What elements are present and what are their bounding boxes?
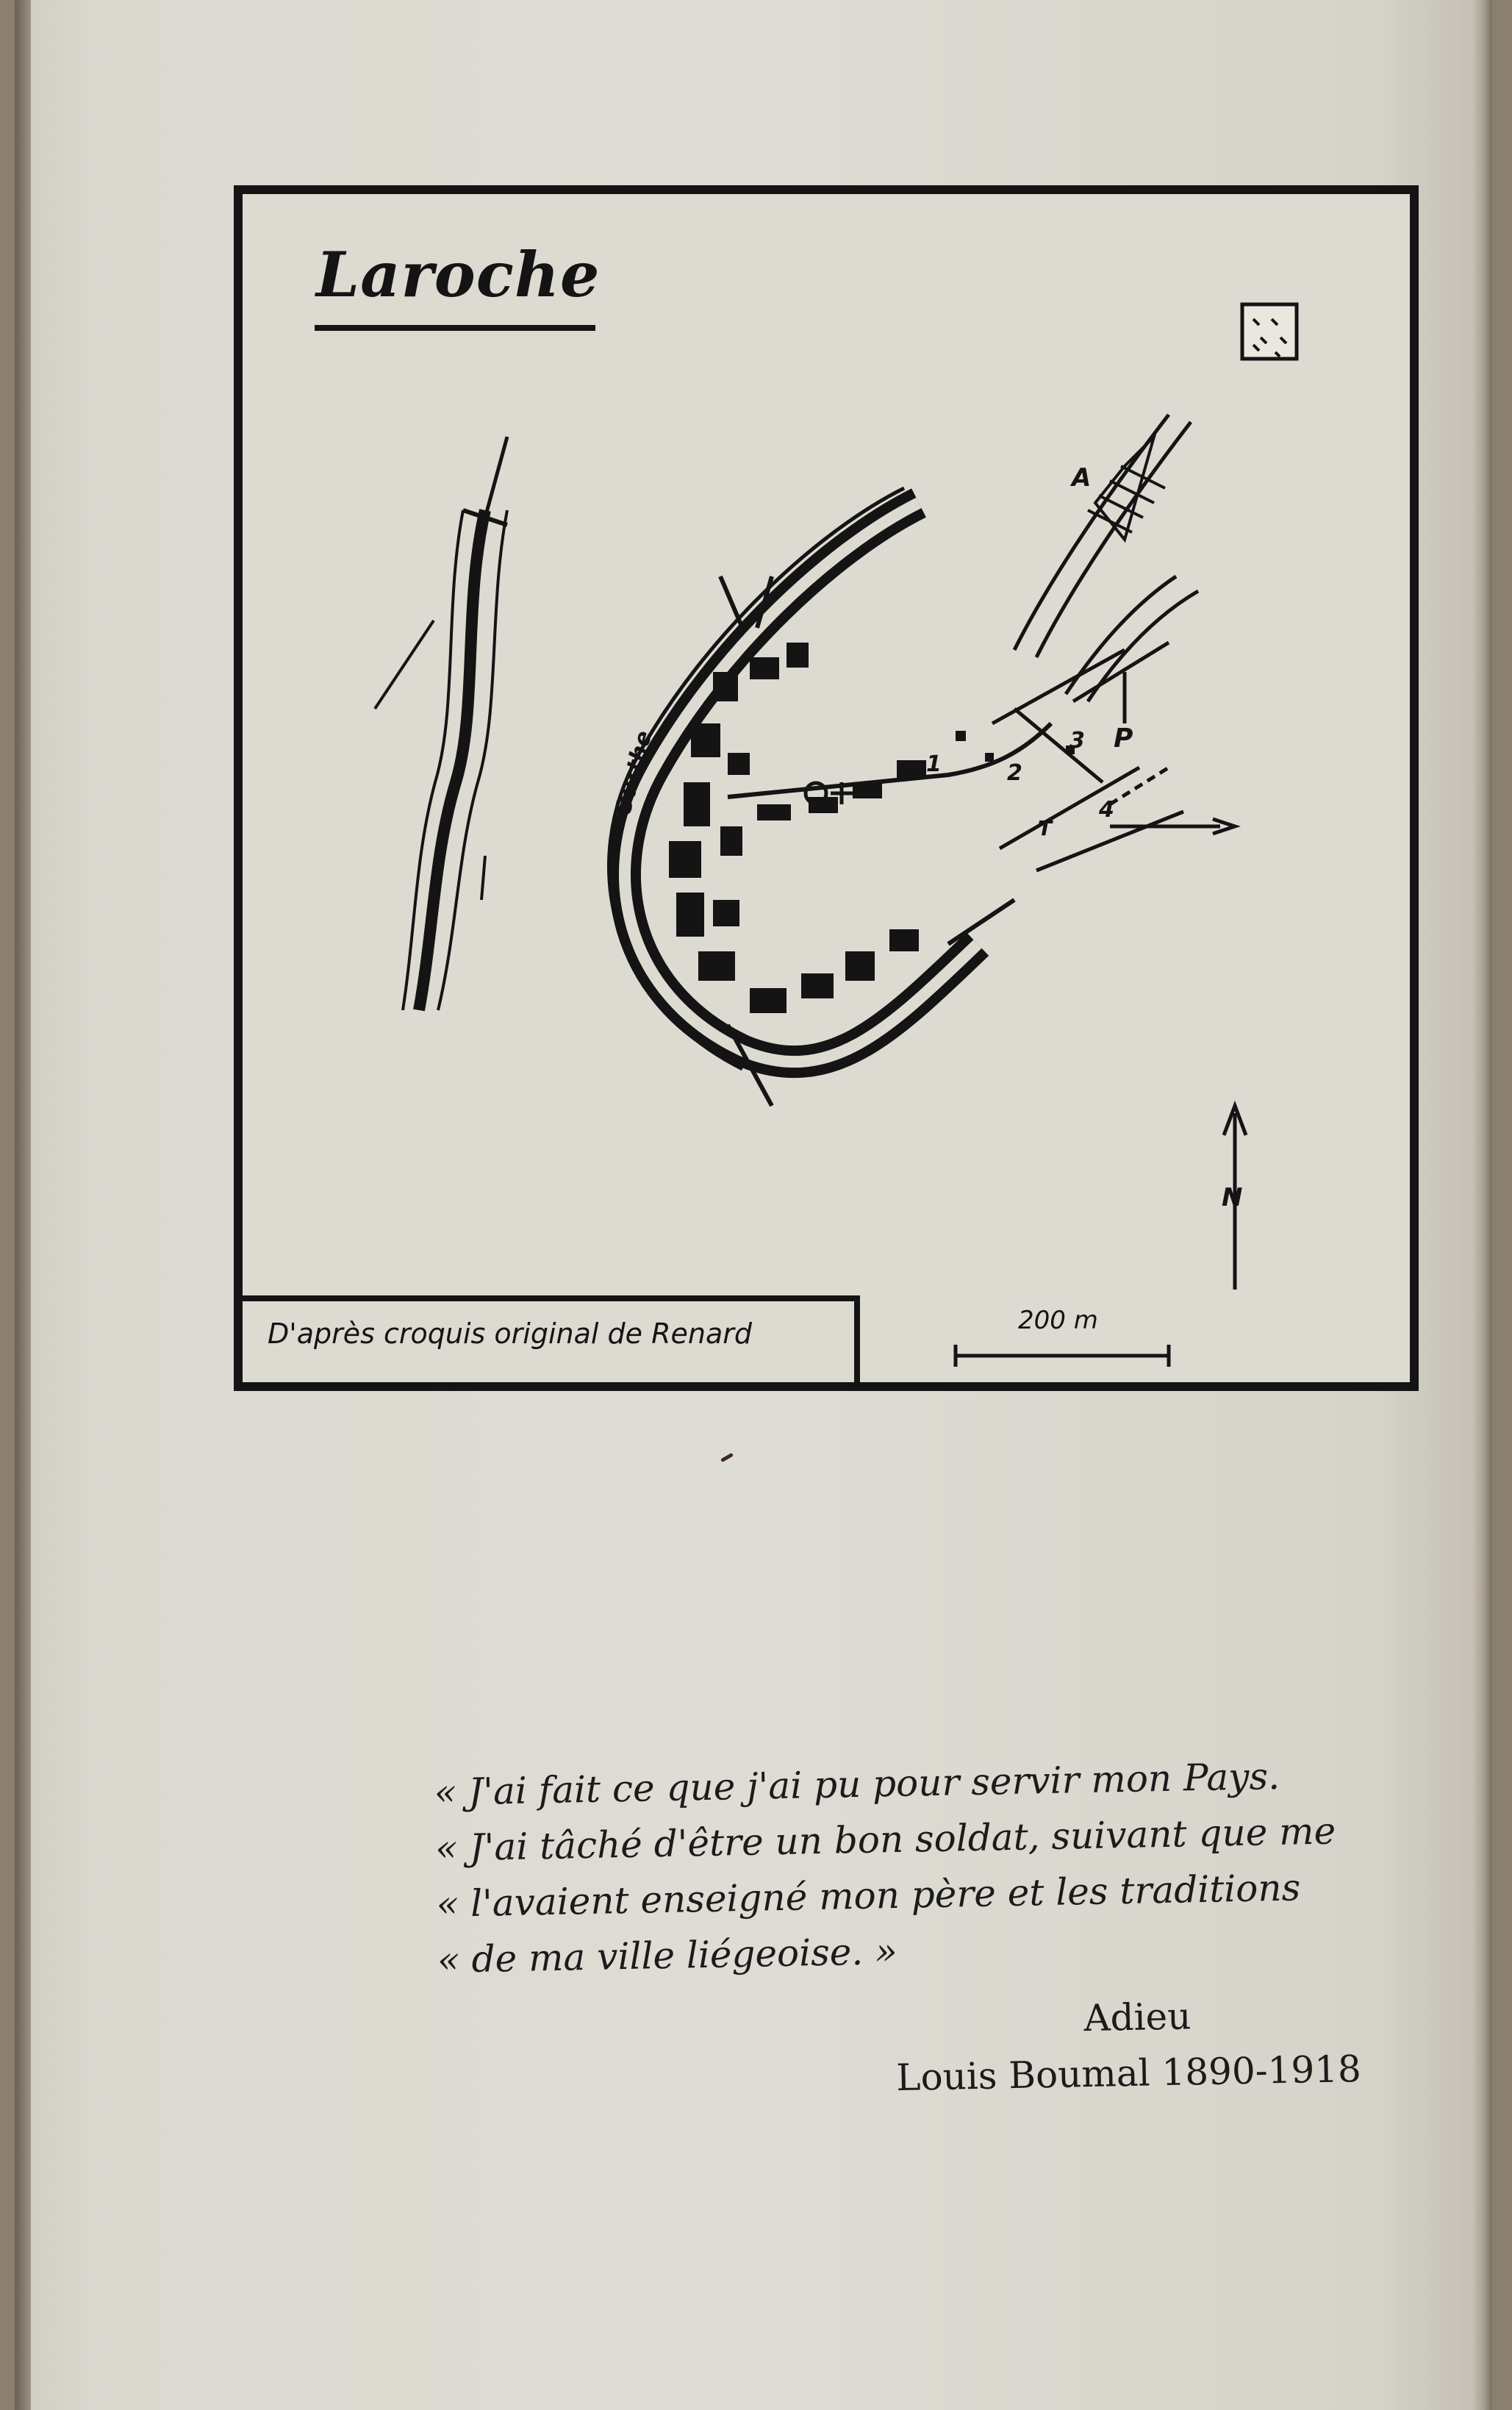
quote-line: « de ma ville liégeoise. » [437, 1929, 898, 1981]
map-title-underline [315, 325, 595, 331]
map-credit: D'après croquis original de Renard [268, 1317, 752, 1350]
book-spine [15, 0, 31, 2410]
map-marker-4: 4 [1099, 797, 1114, 823]
quote-line: « J'ai fait ce que j'ai pu pour servir mon Pays. [434, 1754, 1280, 1814]
map-marker-p: P [1114, 723, 1133, 754]
scale-label: 200 m [1018, 1306, 1098, 1335]
woods-legend [1242, 304, 1297, 359]
quote-block [434, 1747, 1339, 1987]
north-label: N [1222, 1183, 1243, 1212]
map-marker-3: 3 [1069, 728, 1085, 754]
map-marker-a: A [1072, 463, 1092, 493]
map-title: Laroche [316, 238, 601, 311]
author: Louis Boumal 1890-1918 [896, 2047, 1362, 2100]
river-label: Ourthe [610, 728, 658, 819]
quote-line: « J'ai tâché d'être un bon soldat, suivant que me [434, 1809, 1336, 1870]
map-marker-2: 2 [1007, 760, 1022, 786]
farewell: Adieu [1083, 1995, 1192, 2040]
map-marker-1: 1 [926, 751, 942, 777]
left-river-sketch [375, 437, 507, 1010]
map-credit-box [243, 1295, 860, 1382]
map-marker-t: T [1038, 816, 1053, 840]
book-page [15, 0, 1492, 2410]
scale-bar [956, 1345, 1169, 1367]
paper-speck [720, 1453, 734, 1462]
map-figure [234, 185, 1419, 1391]
quote-line: « l'avaient enseigné mon père et les traditions [436, 1866, 1301, 1926]
page-edge [1472, 0, 1492, 2410]
battle-markers [992, 643, 1235, 870]
signature-block [895, 1985, 1362, 2106]
